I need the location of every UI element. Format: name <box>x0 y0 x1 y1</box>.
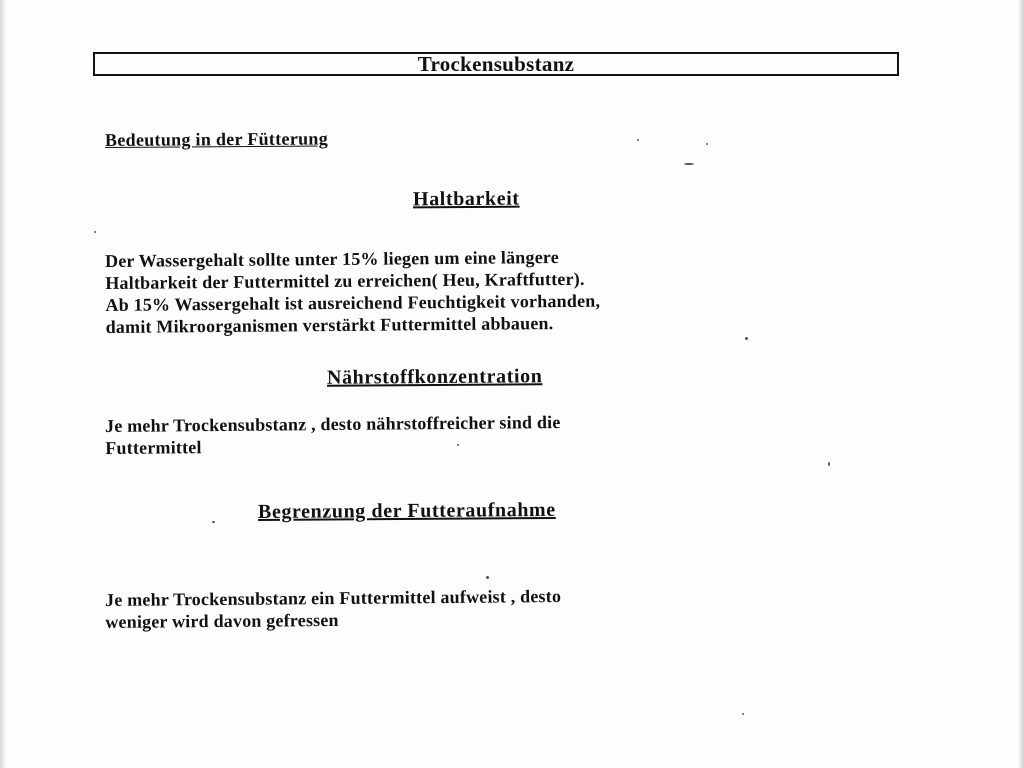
paragraph-line: Ab 15% Wassergehalt ist ausreichend Feuchtigkeit vorhanden, <box>105 290 601 315</box>
paragraph-begrenzung <box>105 585 561 633</box>
section-heading-haltbarkeit: Haltbarkeit <box>412 187 520 211</box>
scan-speck <box>706 143 708 145</box>
scan-speck <box>637 139 639 141</box>
paragraph-line: Je mehr Trockensubstanz ein Futtermittel aufweist , desto <box>105 586 562 610</box>
document-title: Trockensubstanz <box>93 52 899 76</box>
scan-speck <box>486 576 489 579</box>
scan-speck <box>457 444 459 446</box>
paragraph-line: Futtermittel <box>105 437 202 458</box>
intro-heading: Bedeutung in der Fütterung <box>104 128 329 150</box>
paragraph-naehrstoffkonzentration <box>105 411 561 459</box>
scan-speck <box>684 163 694 165</box>
section-heading-begrenzung: Begrenzung der Futteraufnahme <box>257 498 556 524</box>
scan-speck <box>745 337 748 340</box>
right-scan-edge <box>1018 0 1024 768</box>
section-heading-naehrstoffkonzentration: Nährstoffkonzentration <box>326 365 543 389</box>
scan-speck <box>94 231 96 233</box>
left-scan-edge <box>0 0 6 768</box>
scan-speck <box>212 521 215 523</box>
paragraph-line: weniger wird davon gefressen <box>105 609 339 632</box>
paragraph-line: Der Wassergehalt sollte unter 15% liegen um eine längere <box>105 247 559 271</box>
scan-speck <box>742 713 744 715</box>
paragraph-line: damit Mikroorganismen verstärkt Futtermittel abbauen. <box>105 313 554 337</box>
paragraph-haltbarkeit <box>105 246 600 338</box>
paragraph-line: Je mehr Trockensubstanz , desto nährstoffreicher sind die <box>105 412 561 436</box>
paragraph-line: Haltbarkeit der Futtermittel zu erreichen( Heu, Kraftfutter). <box>105 268 585 293</box>
scan-speck <box>828 462 830 466</box>
